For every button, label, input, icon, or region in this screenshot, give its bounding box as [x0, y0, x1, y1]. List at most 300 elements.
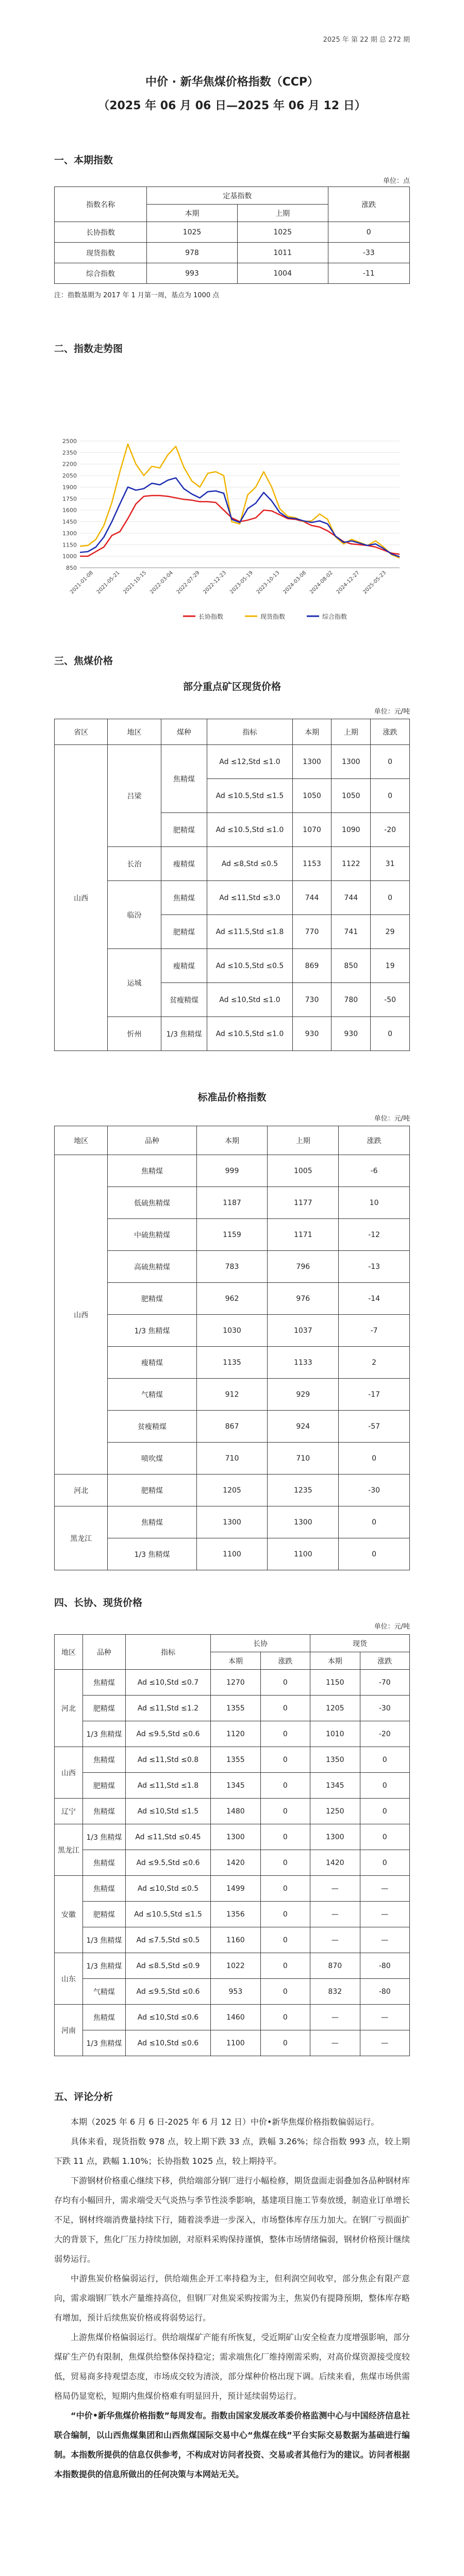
current-value: 730: [292, 983, 332, 1017]
mine-price-table-title: 部分重点矿区现货价格: [183, 681, 281, 692]
lt-change: 0: [260, 1799, 310, 1824]
spot-change: 0: [360, 1799, 410, 1824]
change-value: 0: [371, 1017, 410, 1051]
y-tick-label: 1750: [62, 495, 77, 502]
spec: Ad ≤7.5,Std ≤0.5: [125, 1927, 210, 1953]
variety: 肥精煤: [83, 1696, 126, 1721]
spot-current: —: [310, 2030, 360, 2056]
lt-current: 1460: [211, 2005, 260, 2030]
previous-value: 1171: [268, 1219, 339, 1251]
x-tick-label: 2022-12-23: [202, 570, 228, 596]
table-row: [55, 1347, 410, 1379]
index-name: 综合指数: [55, 263, 147, 284]
lt-current: 1345: [211, 1773, 260, 1799]
table-row: [55, 745, 410, 779]
previous-value: 1025: [237, 222, 328, 243]
spot-current: 1420: [310, 1850, 360, 1876]
current-value: 1205: [196, 1475, 268, 1506]
spec: Ad ≤9.5,Std ≤0.6: [125, 1721, 210, 1747]
col-previous: 上期: [332, 719, 371, 745]
col-region: 地区: [108, 719, 161, 745]
current-value: 1300: [292, 745, 332, 779]
current-value: 978: [147, 243, 238, 263]
change-value: -12: [339, 1219, 410, 1251]
analysis-paragraph: 上游焦煤价格偏弱运行。供给端煤矿产能有所恢复，受近期矿山安全检查力度增强影响，部分煤矿生产仍有限制，焦煤供给整体保持稳定；需求端焦化厂维持刚需采购，对高价煤资源接受度较低，贸易商多持观望态度，市场成交较为清淡，部分煤种价格出现下调。后续来看，焦煤市场供需格局仍显宽松，短期内焦煤价格难有明显回升，预计延续弱势运行。: [54, 2332, 410, 2401]
legend-label: 现货指数: [260, 613, 286, 620]
region-name: 长治: [108, 847, 161, 881]
region-name: 河北: [55, 1475, 108, 1506]
coal-type: 肥精煤: [161, 915, 207, 949]
spec: Ad ≤10,Std ≤0.7: [125, 1670, 210, 1696]
analysis-text: [54, 2112, 410, 2484]
variety: 焦精煤: [108, 1155, 196, 1187]
section-5-heading: 五、评论分析: [54, 2091, 113, 2103]
lt-change: 0: [260, 1747, 310, 1773]
change-value: 31: [371, 847, 410, 881]
lt-current: 1356: [211, 1902, 260, 1927]
spec: Ad ≤10,Std ≤0.6: [125, 2030, 210, 2056]
region-name: 吕梁: [108, 745, 161, 847]
change-value: 0: [371, 745, 410, 779]
spec: Ad ≤10,Std ≤1.0: [207, 983, 292, 1017]
previous-value: 744: [332, 881, 371, 915]
spot-current: 1205: [310, 1696, 360, 1721]
spot-change: -70: [360, 1670, 410, 1696]
table-row: [55, 1187, 410, 1219]
previous-value: 929: [268, 1379, 339, 1411]
current-value: 1187: [196, 1187, 268, 1219]
spot-current: —: [310, 1927, 360, 1953]
table-row: [55, 1721, 410, 1747]
spec: Ad ≤10.5,Std ≤0.5: [207, 949, 292, 983]
x-tick-label: 2024-12-27: [335, 570, 361, 596]
change-value: -57: [339, 1411, 410, 1443]
spot-change: —: [360, 1927, 410, 1953]
spot-current: 1150: [310, 1670, 360, 1696]
current-value: 783: [196, 1251, 268, 1283]
coal-type: 瘦精煤: [161, 949, 207, 983]
table-row: [55, 1283, 410, 1315]
current-value: 710: [196, 1443, 268, 1475]
y-tick-label: 1900: [62, 484, 77, 491]
table-row: [55, 1506, 410, 1538]
lt-current: 1270: [211, 1670, 260, 1696]
spec: Ad ≤11,Std ≤1.2: [125, 1696, 210, 1721]
spec: Ad ≤10.5,Std ≤1.5: [125, 1902, 210, 1927]
lt-current: 1100: [211, 2030, 260, 2056]
table-row: [55, 1219, 410, 1251]
change-value: 29: [371, 915, 410, 949]
spot-change: -80: [360, 1953, 410, 1979]
table-row: [55, 1443, 410, 1475]
coal-type: 贫瘦精煤: [161, 983, 207, 1017]
previous-value: 796: [268, 1251, 339, 1283]
previous-value: 1005: [268, 1155, 339, 1187]
previous-value: 1004: [237, 263, 328, 284]
region-name: 河南: [55, 2005, 83, 2056]
lt-change: 0: [260, 1876, 310, 1902]
section-4-heading: 四、长协、现货价格: [54, 1597, 143, 1608]
current-value: 770: [292, 915, 332, 949]
spot-current: 832: [310, 1979, 360, 2005]
variety: 1/3 焦精煤: [108, 1315, 196, 1347]
index-trend-chart: [54, 433, 410, 629]
current-value: 744: [292, 881, 332, 915]
y-tick-label: 1600: [62, 507, 77, 514]
previous-value: 1090: [332, 813, 371, 847]
lt-current: 1120: [211, 1721, 260, 1747]
disclaimer-paragraph: “中价•新华焦煤价格指数”每周发布。指数由国家发展改革委价格监测中心与中国经济信息社联合编制，以山西焦煤集团和山西焦煤国际交易中心“焦煤在线”平台实际交易数据为基础进行编制。本指数所提供的信息仅供参考，不构成对访问者投资、交易或者其他行为的建议。访问者根据本指数提供的信息所做出的任何决策与本网站无关。: [54, 2411, 410, 2479]
coal-type: 1/3 焦精煤: [161, 1017, 207, 1051]
col-change: 涨跌: [328, 187, 409, 222]
lt-change: 0: [260, 1979, 310, 2005]
col-fixed-base: 定基指数: [147, 187, 328, 205]
lt-change: 0: [260, 1850, 310, 1876]
previous-value: 1037: [268, 1315, 339, 1347]
table-row: [55, 1538, 410, 1570]
lt-change: 0: [260, 1721, 310, 1747]
spot-current: 1010: [310, 1721, 360, 1747]
region-name: 山西: [55, 1747, 83, 1799]
x-tick-label: 2021-10-15: [122, 570, 148, 596]
change-value: -20: [371, 813, 410, 847]
lt-current: 1499: [211, 1876, 260, 1902]
col-spec: 指标: [207, 719, 292, 745]
spot-change: 0: [360, 1850, 410, 1876]
lt-change: 0: [260, 1670, 310, 1696]
current-value: 1300: [196, 1506, 268, 1538]
previous-value: 1177: [268, 1187, 339, 1219]
change-value: -11: [328, 263, 409, 284]
previous-value: 850: [332, 949, 371, 983]
col-previous: 上期: [268, 1126, 339, 1155]
variety: 1/3 焦精煤: [83, 1953, 126, 1979]
spot-change: —: [360, 1876, 410, 1902]
x-tick-label: 2025-05-23: [362, 570, 388, 596]
contract-spot-table: [54, 1634, 410, 2056]
y-tick-label: 850: [66, 565, 77, 571]
spot-current: —: [310, 1902, 360, 1927]
lt-current: 1160: [211, 1927, 260, 1953]
lt-current: 953: [211, 1979, 260, 2005]
change-value: -13: [339, 1251, 410, 1283]
coal-type: 焦精煤: [161, 745, 207, 813]
region-name: 黑龙江: [55, 1824, 83, 1876]
report-period: （2025 年 06 月 06 日—2025 年 06 月 12 日）: [98, 99, 366, 112]
lt-change: 0: [260, 1696, 310, 1721]
x-tick-label: 2024-03-08: [282, 570, 308, 596]
lt-current: 1355: [211, 1696, 260, 1721]
previous-value: 710: [268, 1443, 339, 1475]
variety: 1/3 焦精煤: [83, 1721, 126, 1747]
current-value: 1159: [196, 1219, 268, 1251]
variety: 肥精煤: [83, 1902, 126, 1927]
lt-current: 1480: [211, 1799, 260, 1824]
spot-change: -20: [360, 1721, 410, 1747]
lt-current: 1355: [211, 1747, 260, 1773]
variety: 肥精煤: [83, 1773, 126, 1799]
previous-value: 1100: [268, 1538, 339, 1570]
variety: 1/3 焦精煤: [108, 1538, 196, 1570]
coal-type: 瘦精煤: [161, 847, 207, 881]
current-value: 999: [196, 1155, 268, 1187]
current-value: 1100: [196, 1538, 268, 1570]
previous-value: 1011: [237, 243, 328, 263]
variety: 焦精煤: [83, 2005, 126, 2030]
section-2-heading: 二、指数走势图: [54, 343, 123, 354]
analysis-paragraph: 本期（2025 年 6 月 6 日-2025 年 6 月 12 日）中价•新华焦煤价格指数偏弱运行。: [71, 2117, 379, 2127]
previous-value: 1133: [268, 1347, 339, 1379]
spec: Ad ≤11,Std ≤1.8: [125, 1773, 210, 1799]
change-value: -6: [339, 1155, 410, 1187]
lt-change: 0: [260, 1953, 310, 1979]
current-value: 1135: [196, 1347, 268, 1379]
change-value: -33: [328, 243, 409, 263]
province-name: 山西: [55, 745, 108, 1051]
col-coal-type: 煤种: [161, 719, 207, 745]
y-tick-label: 1000: [62, 553, 77, 560]
spec: Ad ≤11,Std ≤0.45: [125, 1824, 210, 1850]
table-row: [55, 1251, 410, 1283]
spec: Ad ≤8,Std ≤0.5: [207, 847, 292, 881]
col-index-name: 指数名称: [55, 187, 147, 222]
unit-label: 单位：元/吨: [374, 1115, 410, 1123]
spec: Ad ≤12,Std ≤1.0: [207, 745, 292, 779]
variety: 中硫焦精煤: [108, 1219, 196, 1251]
variety: 焦精煤: [83, 1876, 126, 1902]
previous-value: 1122: [332, 847, 371, 881]
change-value: 2: [339, 1347, 410, 1379]
region-name: 运城: [108, 949, 161, 1017]
change-value: 10: [339, 1187, 410, 1219]
x-tick-label: 2022-07-29: [175, 570, 201, 596]
spec: Ad ≤9.5,Std ≤0.6: [125, 1850, 210, 1876]
table-row: [55, 881, 410, 915]
region-name: 黑龙江: [55, 1506, 108, 1570]
section-3-heading: 三、焦煤价格: [54, 655, 113, 667]
current-value: 962: [196, 1283, 268, 1315]
spot-change: —: [360, 2005, 410, 2030]
previous-value: 924: [268, 1411, 339, 1443]
variety: 喷吹煤: [108, 1443, 196, 1475]
analysis-paragraph: 中游焦炭价格偏弱运行，供给端焦企开工率持稳为主，但利润空间收窄，部分焦企有限产意向，需求端钢厂铁水产量维持高位，但钢厂对焦炭采购按需为主，焦炭仍有提降预期，整体库存略有增加，预计后续焦炭价格或将弱势运行。: [54, 2274, 410, 2323]
spec: Ad ≤8.5,Std ≤0.9: [125, 1953, 210, 1979]
unit-label: 单位：元/吨: [374, 708, 410, 716]
col-current: 本期: [147, 205, 238, 222]
table-row: [55, 1315, 410, 1347]
lt-change: 0: [260, 2030, 310, 2056]
col-previous: 上期: [237, 205, 328, 222]
table-row: [55, 1979, 410, 2005]
spec: Ad ≤9.5,Std ≤0.6: [125, 1979, 210, 2005]
previous-value: 930: [332, 1017, 371, 1051]
spec: Ad ≤10,Std ≤0.5: [125, 1876, 210, 1902]
table-row: [55, 222, 410, 243]
region-name: 山西: [55, 1155, 108, 1475]
previous-value: 1235: [268, 1475, 339, 1506]
region-name: 忻州: [108, 1017, 161, 1051]
spot-change: 0: [360, 1824, 410, 1850]
variety: 焦精煤: [83, 1799, 126, 1824]
variety: 1/3 焦精煤: [83, 2030, 126, 2056]
coal-type: 肥精煤: [161, 813, 207, 847]
table-row: [55, 1747, 410, 1773]
standard-index-table-title: 标准品价格指数: [197, 1092, 267, 1103]
spot-current: 1250: [310, 1799, 360, 1824]
variety: 高硫焦精煤: [108, 1251, 196, 1283]
current-value: 1070: [292, 813, 332, 847]
variety: 贫瘦精煤: [108, 1411, 196, 1443]
col-variety: 品种: [108, 1126, 196, 1155]
change-value: -17: [339, 1379, 410, 1411]
analysis-paragraph: 具体来看，现货指数 978 点，较上期下跌 33 点，跌幅 3.26%；综合指数 993 点，较上期下跌 11 点，跌幅 1.10%；长协指数 1025 点，较上期持平。: [54, 2137, 410, 2166]
previous-value: 741: [332, 915, 371, 949]
previous-value: 1300: [268, 1506, 339, 1538]
col-current: 本期: [292, 719, 332, 745]
variety: 焦精煤: [83, 1670, 126, 1696]
spot-change: 0: [360, 1747, 410, 1773]
previous-value: 1300: [332, 745, 371, 779]
x-tick-label: 2023-10-13: [255, 570, 281, 596]
lt-change: 0: [260, 1902, 310, 1927]
coal-type: 焦精煤: [161, 881, 207, 915]
current-value: 993: [147, 263, 238, 284]
change-value: 0: [371, 881, 410, 915]
index-table: [54, 187, 410, 284]
spot-change: 0: [360, 1773, 410, 1799]
variety: 肥精煤: [108, 1283, 196, 1315]
table-row: [55, 1379, 410, 1411]
region-name: 辽宁: [55, 1799, 83, 1824]
variety: 1/3 焦精煤: [83, 1824, 126, 1850]
table-row: [55, 949, 410, 983]
col-region: 地区: [55, 1126, 108, 1155]
current-value: 1050: [292, 779, 332, 813]
variety: 1/3 焦精煤: [83, 1927, 126, 1953]
previous-value: 976: [268, 1283, 339, 1315]
spot-current: 1350: [310, 1747, 360, 1773]
lt-current: 1300: [211, 1824, 260, 1850]
y-tick-label: 1300: [62, 530, 77, 537]
col-change: 涨跌: [339, 1126, 410, 1155]
table-row: [55, 1773, 410, 1799]
current-value: 1025: [147, 222, 238, 243]
lt-current: 1022: [211, 1953, 260, 1979]
issue-number: 2025 年 第 22 期 总 272 期: [323, 36, 410, 44]
legend-label: 长协指数: [198, 613, 224, 620]
change-value: 0: [339, 1443, 410, 1475]
table-row: [55, 1927, 410, 1953]
region-name: 安徽: [55, 1876, 83, 1953]
spec: Ad ≤10.5,Std ≤1.0: [207, 813, 292, 847]
col-spot: 现货: [310, 1635, 410, 1652]
change-value: 0: [371, 779, 410, 813]
spot-change: —: [360, 1902, 410, 1927]
table-row: [55, 1670, 410, 1696]
col-lt-change: 涨跌: [260, 1652, 310, 1670]
change-value: 0: [339, 1506, 410, 1538]
table-row: [55, 1696, 410, 1721]
region-name: 临汾: [108, 881, 161, 949]
table-row: [55, 847, 410, 881]
lt-current: 1420: [211, 1850, 260, 1876]
table-row: [55, 1953, 410, 1979]
col-variety: 品种: [83, 1635, 126, 1670]
index-name: 长协指数: [55, 222, 147, 243]
y-tick-label: 1150: [62, 541, 77, 549]
spec: Ad ≤11,Std ≤0.8: [125, 1747, 210, 1773]
index-name: 现货指数: [55, 243, 147, 263]
table-row: [55, 1902, 410, 1927]
unit-label: 单位：点: [383, 177, 410, 185]
table-row: [55, 2005, 410, 2030]
table-row: [55, 1824, 410, 1850]
change-value: 19: [371, 949, 410, 983]
unit-label: 单位：元/吨: [374, 1623, 410, 1631]
legend-label: 综合指数: [322, 613, 347, 620]
x-tick-label: 2022-03-04: [149, 570, 174, 596]
col-current: 本期: [196, 1126, 268, 1155]
region-name: 山东: [55, 1953, 83, 2005]
col-spot-current: 本期: [310, 1652, 360, 1670]
col-region: 地区: [55, 1635, 83, 1670]
change-value: 0: [328, 222, 409, 243]
table-row: [55, 1411, 410, 1443]
spot-current: 1300: [310, 1824, 360, 1850]
spec: Ad ≤10.5,Std ≤1.0: [207, 1017, 292, 1051]
lt-change: 0: [260, 1824, 310, 1850]
table-row: [55, 243, 410, 263]
spot-current: 1345: [310, 1773, 360, 1799]
table-row: [55, 2030, 410, 2056]
col-province: 省区: [55, 719, 108, 745]
y-tick-label: 2500: [62, 438, 77, 445]
variety: 气精煤: [83, 1979, 126, 2005]
table-row: [55, 1155, 410, 1187]
variety: 焦精煤: [83, 1747, 126, 1773]
current-value: 867: [196, 1411, 268, 1443]
change-value: -14: [339, 1283, 410, 1315]
spot-change: -80: [360, 1979, 410, 2005]
current-value: 1153: [292, 847, 332, 881]
standard-index-table: [54, 1126, 410, 1570]
variety: 焦精煤: [83, 1850, 126, 1876]
region-name: 河北: [55, 1670, 83, 1747]
y-tick-label: 2350: [62, 449, 77, 456]
spot-current: —: [310, 1876, 360, 1902]
current-value: 869: [292, 949, 332, 983]
lt-change: 0: [260, 1927, 310, 1953]
spec: Ad ≤10.5,Std ≤1.5: [207, 779, 292, 813]
x-tick-label: 2021-01-08: [69, 570, 94, 596]
y-tick-label: 1450: [62, 518, 77, 526]
change-value: -7: [339, 1315, 410, 1347]
current-value: 930: [292, 1017, 332, 1051]
variety: 低硫焦精煤: [108, 1187, 196, 1219]
previous-value: 780: [332, 983, 371, 1017]
section-1-heading: 一、本期指数: [54, 155, 113, 166]
analysis-paragraph: 下游钢材价格重心继续下移，供给端部分钢厂进行小幅检修，期货盘面走弱叠加各品种钢材库存均有小幅回升，需求端受天气炎热与季节性淡季影响，基建项目施工节奏放缓，制造业订单增长不足，钢材终端消费量持续下行，随着淡季进一步深入，市场整体库存压力加大。在钢厂亏损面扩大的背景下，焦化厂压力持续加剧，对原料采购保持谨慎，整体市场情绪偏弱，钢材价格预计继续弱势运行。: [54, 2176, 410, 2264]
col-change: 涨跌: [371, 719, 410, 745]
table-row: [55, 263, 410, 284]
change-value: -50: [371, 983, 410, 1017]
spec: Ad ≤11.5,Std ≤1.8: [207, 915, 292, 949]
spec: Ad ≤10,Std ≤0.6: [125, 2005, 210, 2030]
spec: Ad ≤10,Std ≤1.5: [125, 1799, 210, 1824]
change-value: 0: [339, 1538, 410, 1570]
spec: Ad ≤11,Std ≤3.0: [207, 881, 292, 915]
spot-current: —: [310, 2005, 360, 2030]
